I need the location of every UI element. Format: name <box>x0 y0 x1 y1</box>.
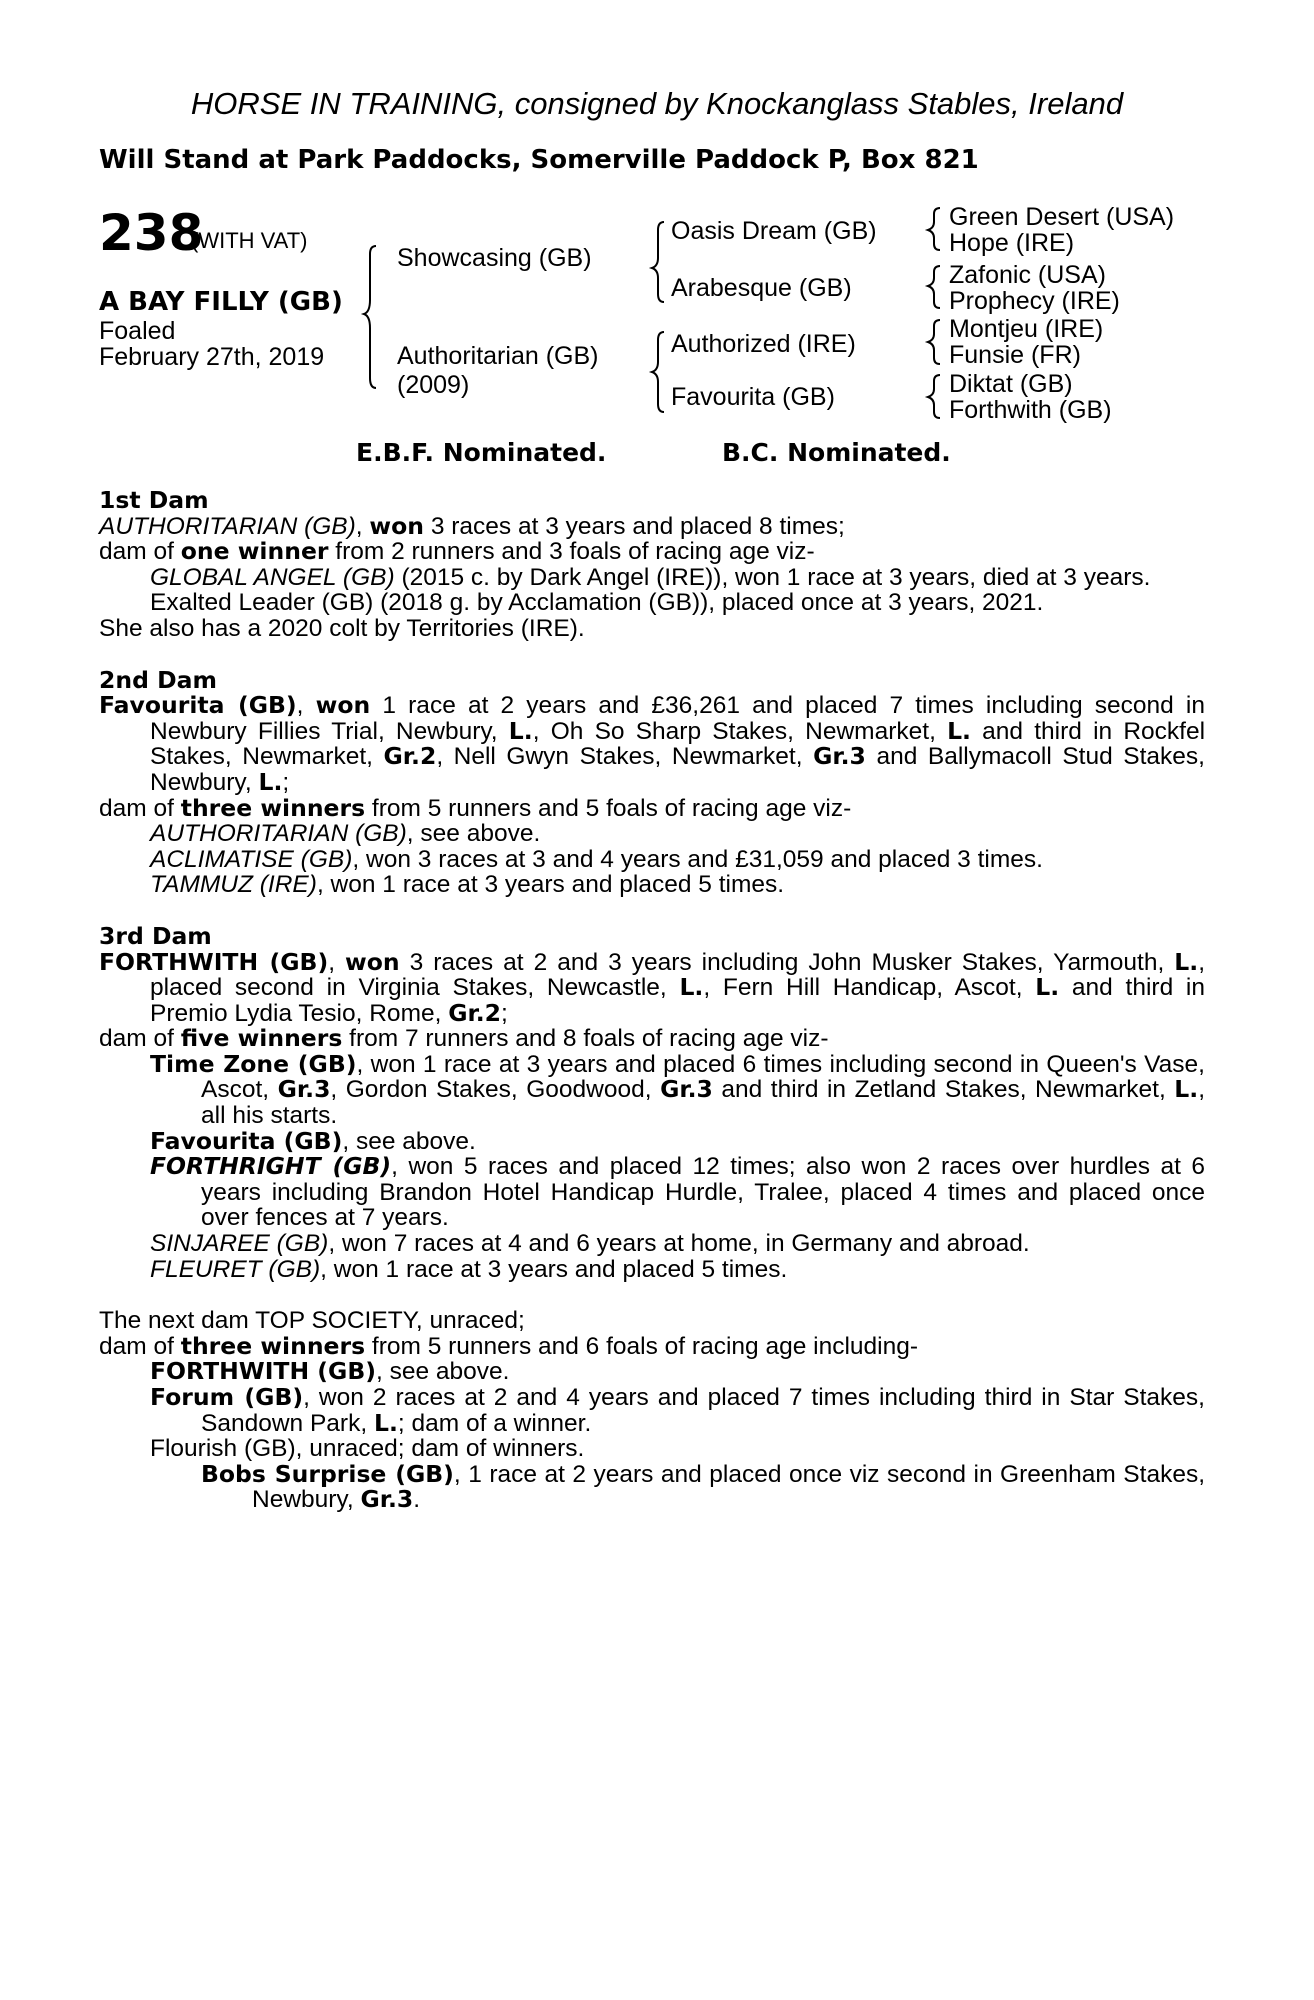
produce-entry: Exalted Leader (GB) (2018 g. by Acclamation (GB)), placed once at 3 years, 2021. <box>150 589 1044 617</box>
produce-note: She also has a 2020 colt by Territories (IRE). <box>99 614 585 642</box>
ebf-nomination: E.B.F. Nominated. <box>356 438 607 467</box>
produce-entry: Favourita (GB), see above. <box>150 1126 476 1155</box>
sdd: Prophecy (IRE) <box>949 287 1120 315</box>
dss: Montjeu (IRE) <box>949 315 1104 343</box>
third-dam-summary: FORTHWITH (GB), won 3 races at 2 and 3 years including John Musker Stakes, Yarmouth, L., placed second in Virginia Stakes, Newcastle, L., Fern Hill Handicap, Ascot, L. and third in Premio Lydia Tesio, Rome, Gr.2; <box>99 947 1205 1027</box>
dds: Diktat (GB) <box>949 370 1073 398</box>
dam: Authoritarian (GB) <box>397 342 599 370</box>
vat-note: (WITH VAT) <box>191 228 308 253</box>
sire: Showcasing (GB) <box>397 244 592 272</box>
produce-entry: ACLIMATISE (GB), won 3 races at 3 and 4 years and £31,059 and placed 3 times. <box>150 845 1043 873</box>
next-dam-summary: The next dam TOP SOCIETY, unraced; <box>99 1307 525 1335</box>
bc-nomination: B.C. Nominated. <box>722 438 951 467</box>
catalogue-header: HORSE IN TRAINING, consigned by Knockanglass Stables, Ireland <box>190 86 1124 121</box>
produce-entry: GLOBAL ANGEL (GB) (2015 c. by Dark Angel (IRE)), won 1 race at 3 years, died at 3 years. <box>150 563 1151 591</box>
horse-name: A BAY FILLY (GB) <box>99 287 343 317</box>
second-dam-summary: Favourita (GB), won 1 race at 2 years and £36,261 and placed 7 times including second in Newbury Fillies Trial, Newbury, L., Oh So Sharp Stakes, Newmarket, L. and third in Rockfel Stakes, Newmarket, Gr.2, Nell Gwyn Stakes, Newmarket, Gr.3 and Ballymacoll Stud Stakes, Newbury, L.; <box>99 691 1206 796</box>
produce-entry: SINJAREE (GB), won 7 races at 4 and 6 years at home, in Germany and abroad. <box>150 1230 1030 1258</box>
first-dam-heading: 1st Dam <box>99 486 209 514</box>
sire-sire: Oasis Dream (GB) <box>671 217 877 245</box>
dsd: Funsie (FR) <box>949 341 1081 369</box>
dam-year: (2009) <box>397 371 470 399</box>
produce-entry: FLEURET (GB), won 1 race at 3 years and placed 5 times. <box>150 1255 788 1283</box>
stand-location: Will Stand at Park Paddocks, Somerville Paddock P, Box 821 <box>99 145 979 175</box>
sire-dam: Arabesque (GB) <box>671 274 852 302</box>
second-dam-produce-summary: dam of three winners from 5 runners and 5 foals of racing age viz- <box>99 793 852 822</box>
dam-dam: Favourita (GB) <box>671 383 835 411</box>
produce-entry: Forum (GB), won 2 races at 2 and 4 years and placed 7 times including third in Star Stakes, Sandown Park, L.; dam of a winner. <box>150 1383 1205 1437</box>
third-dam-heading: 3rd Dam <box>99 921 212 950</box>
dam-sire: Authorized (IRE) <box>671 330 856 358</box>
second-dam-heading: 2nd Dam <box>99 665 217 694</box>
pedigree-notes <box>99 488 1205 1513</box>
ssd: Hope (IRE) <box>949 229 1075 257</box>
next-dam-produce-summary: dam of three winners from 5 runners and 6 foals of racing age including- <box>99 1331 919 1360</box>
produce-entry: Flourish (GB), unraced; dam of winners. <box>150 1435 585 1463</box>
lot-number: 238 <box>99 204 204 262</box>
ddd: Forthwith (GB) <box>949 396 1112 424</box>
produce-entry: Time Zone (GB), won 1 race at 3 years and placed 6 times including second in Queen's Vase, Ascot, Gr.3, Gordon Stakes, Goodwood, Gr.3 and third in Zetland Stakes, Newmarket, L., all his starts. <box>150 1049 1205 1130</box>
foaled-label: Foaled <box>99 317 176 345</box>
third-dam-produce-summary: dam of five winners from 7 runners and 8 foals of racing age viz- <box>99 1024 829 1053</box>
produce-entry: FORTHWITH (GB), see above. <box>150 1357 510 1386</box>
produce-entry: Bobs Surprise (GB), 1 race at 2 years and placed once viz second in Greenham Stakes, Newbury, Gr.3. <box>201 1459 1206 1514</box>
produce-entry: AUTHORITARIAN (GB), see above. <box>150 820 541 848</box>
first-dam-produce-summary: dam of one winner from 2 runners and 3 foals of racing age viz- <box>99 537 815 566</box>
produce-entry: TAMMUZ (IRE), won 1 race at 3 years and placed 5 times. <box>150 871 785 899</box>
foaled-date: February 27th, 2019 <box>99 343 325 371</box>
first-dam-summary: AUTHORITARIAN (GB), won 3 races at 3 years and placed 8 times; <box>99 511 845 540</box>
produce-entry: FORTHRIGHT (GB), won 5 races and placed 12 times; also won 2 races over hurdles at 6 years including Brandon Hotel Handicap Hurdle, Tralee, placed 4 times and placed once over fences at 7 years. <box>150 1152 1205 1232</box>
sss: Green Desert (USA) <box>949 203 1175 231</box>
sds: Zafonic (USA) <box>949 261 1106 289</box>
